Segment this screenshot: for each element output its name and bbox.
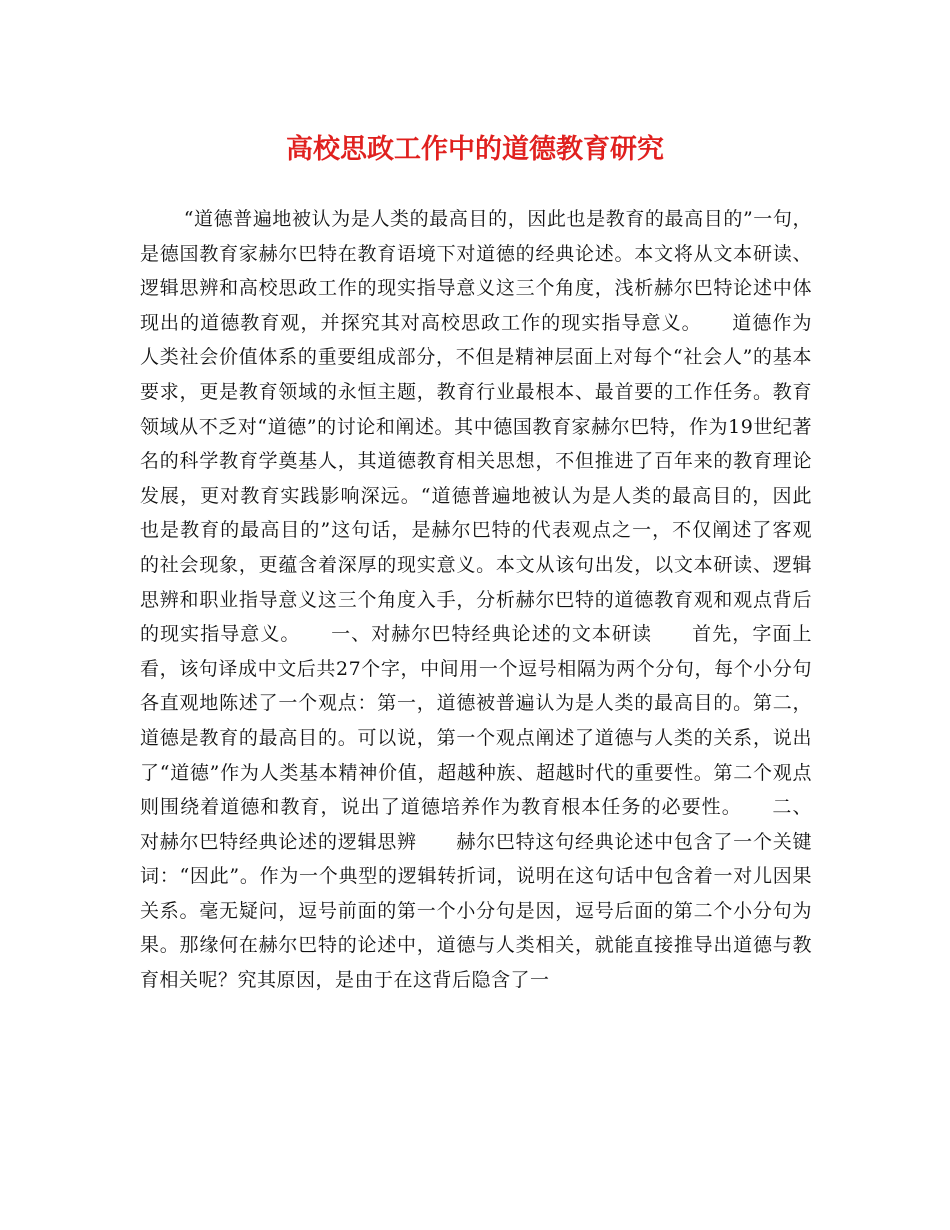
document-title: 高校思政工作中的道德教育研究 bbox=[286, 134, 664, 165]
document-body-paragraph: “道德普遍地被认为是人类的最高目的，因此也是教育的最高目的”一句，是德国教育家赫尔巴特在教育语境下对道德的经典论述。本文将从文本研读、逻辑思辨和高校思政工作的现实指导意义这三个角度，浅析赫尔巴特论述中体现出的道德教育观，并探究其对高校思政工作的现实指导意义。 道德作为人类社会价值体系的重要组成部分，不但是精神层面上对每个“社会人”的基本要求，更是教育领域的永恒主题，教育行业最根本、最首要的工作任务。教育领域从不乏对“道德”的讨论和阐述。其中德国教育家赫尔巴特，作为19世纪著名的科学教育学奠基人，其道德教育相关思想，不但推进了百年来的教育理论发展，更对教育实践影响深远。“道德普遍地被认为是人类的最高目的，因此也是教育的最高目的”这句话，是赫尔巴特的代表观点之一，不仅阐述了客观的社会现象，更蕴含着深厚的现实意义。本文从该句出发，以文本研读、逻辑思辨和职业指导意义这三个角度入手，分析赫尔巴特的道德教育观和观点背后的现实指导意义。 一、对赫尔巴特经典论述的文本研读 首先，字面上看，该句译成中文后共27个字，中间用一个逗号相隔为两个分句，每个小分句各直观地陈述了一个观点：第一，道德被普遍认为是人类的最高目的。第二，道德是教育的最高目的。可以说，第一个观点阐述了道德与人类的关系，说出了“道德”作为人类基本精神价值，超越种族、超越时代的重要性。第二个观点则围绕着道德和教育，说出了道德培养作为教育根本任务的必要性。 二、对赫尔巴特经典论述的逻辑思辨 赫尔巴特这句经典论述中包含了一个关键词：“因此”。作为一个典型的逻辑转折词，说明在这句话中包含着一对儿因果关系。毫无疑问，逗号前面的第一个小分句是因，逗号后面的第二个小分句为果。那缘何在赫尔巴特的论述中，道德与人类相关，就能直接推导出道德与教育相关呢？究其原因，是由于在这背后隐含了一 bbox=[140, 208, 812, 992]
